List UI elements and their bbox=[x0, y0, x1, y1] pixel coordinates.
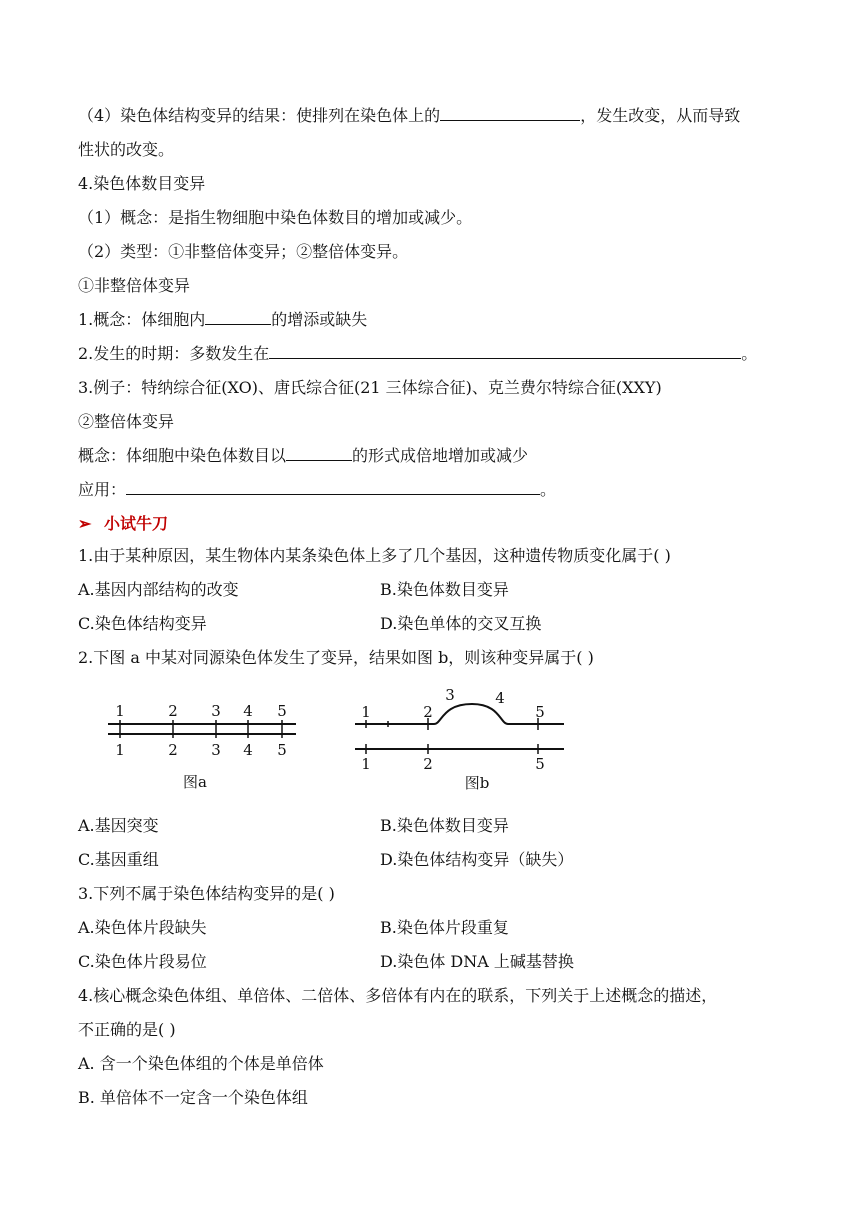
locus-label: 5 bbox=[535, 755, 545, 773]
locus-label: 4 bbox=[243, 741, 253, 759]
text: （1）概念：是指生物细胞中染色体数目的增加或减少。 bbox=[78, 208, 473, 227]
option-text: C.基因重组 bbox=[78, 850, 159, 869]
subheading-text: ②整倍体变异 bbox=[78, 412, 175, 431]
chromosome-top-with-loop bbox=[355, 704, 564, 724]
locus-label: 2 bbox=[423, 755, 433, 773]
fill-blank[interactable] bbox=[205, 310, 271, 325]
question-text: 不正确的是( ) bbox=[78, 1020, 176, 1039]
fill-blank[interactable] bbox=[440, 106, 580, 121]
option-b[interactable] bbox=[380, 918, 509, 938]
option-text: C.染色体结构变异 bbox=[78, 614, 207, 633]
text-line bbox=[78, 446, 528, 466]
figure-caption: 图a bbox=[183, 773, 207, 791]
question-3 bbox=[78, 884, 335, 904]
text-line bbox=[78, 480, 556, 500]
question-1 bbox=[78, 546, 671, 566]
option-text: A.染色体片段缺失 bbox=[78, 918, 207, 937]
option-text: A.基因内部结构的改变 bbox=[78, 580, 239, 599]
section-title-text: 小试牛刀 bbox=[104, 514, 169, 533]
text: 的增添或缺失 bbox=[271, 310, 368, 329]
option-text: B.染色体数目变异 bbox=[380, 816, 509, 835]
question-text: 2.下图 a 中某对同源染色体发生了变异，结果如图 b，则该种变异属于( ) bbox=[78, 648, 594, 667]
option-b[interactable] bbox=[380, 816, 509, 836]
option-text: D.染色体结构变异（缺失） bbox=[380, 850, 574, 869]
option-text: B.染色体数目变异 bbox=[380, 580, 509, 599]
option-d[interactable] bbox=[380, 850, 573, 870]
text: 。 bbox=[741, 344, 758, 363]
option-a[interactable] bbox=[78, 918, 207, 938]
locus-label: 1 bbox=[115, 702, 125, 720]
option-text: A.基因突变 bbox=[78, 816, 159, 835]
question-2 bbox=[78, 648, 594, 668]
option-c[interactable] bbox=[78, 952, 207, 972]
locus-label: 2 bbox=[423, 703, 433, 721]
question-text: 4.核心概念染色体组、单倍体、二倍体、多倍体有内在的联系，下列关于上述概念的描述， bbox=[78, 986, 718, 1005]
figure-b bbox=[350, 682, 570, 800]
option-text: C.染色体片段易位 bbox=[78, 952, 207, 971]
text-line bbox=[78, 140, 174, 160]
text-line bbox=[78, 242, 408, 262]
text-line-p4 bbox=[78, 106, 740, 126]
fill-blank[interactable] bbox=[269, 344, 741, 359]
option-text: A. 含一个染色体组的个体是单倍体 bbox=[78, 1054, 324, 1073]
locus-label: 4 bbox=[495, 689, 505, 707]
locus-label: 1 bbox=[115, 741, 125, 759]
text-line bbox=[78, 310, 367, 330]
heading-text: 4.染色体数目变异 bbox=[78, 174, 206, 193]
text: （4）染色体结构变异的结果：使排列在染色体上的 bbox=[78, 106, 441, 125]
text: 。 bbox=[540, 480, 557, 499]
question-4 bbox=[78, 986, 717, 1006]
arrow-bullet-icon: ➢ bbox=[78, 514, 92, 533]
option-text: D.染色单体的交叉互换 bbox=[380, 614, 542, 633]
section-title bbox=[78, 514, 168, 534]
locus-label: 5 bbox=[277, 702, 287, 720]
option-a[interactable] bbox=[78, 816, 159, 836]
locus-label: 3 bbox=[211, 702, 221, 720]
option-c[interactable] bbox=[78, 614, 207, 634]
locus-label: 4 bbox=[243, 702, 253, 720]
locus-label: 2 bbox=[168, 741, 178, 759]
subheading bbox=[78, 412, 174, 432]
option-b[interactable] bbox=[78, 1088, 308, 1108]
option-b[interactable] bbox=[380, 580, 509, 600]
text: 性状的改变。 bbox=[78, 140, 175, 159]
option-a[interactable] bbox=[78, 580, 239, 600]
option-d[interactable] bbox=[380, 952, 574, 972]
text: 应用： bbox=[78, 480, 127, 499]
text: 概念：体细胞中染色体数目以 bbox=[78, 446, 287, 465]
fill-blank[interactable] bbox=[126, 480, 540, 495]
text-line bbox=[78, 208, 472, 228]
figure-caption: 图b bbox=[464, 774, 490, 792]
fill-blank[interactable] bbox=[286, 446, 352, 461]
question-text: 3.下列不属于染色体结构变异的是( ) bbox=[78, 884, 335, 903]
figure-a bbox=[100, 695, 310, 800]
text: ，发生改变，从而导致 bbox=[580, 106, 741, 125]
text: 1.概念：体细胞内 bbox=[78, 310, 206, 329]
question-text: 1.由于某种原因，某生物体内某条染色体上多了几个基因，这种遗传物质变化属于( ) bbox=[78, 546, 671, 565]
locus-label: 3 bbox=[211, 741, 221, 759]
text: 3.例子：特纳综合征(XO)、唐氏综合征(21 三体综合征)、克兰费尔特综合征(XXY) bbox=[78, 378, 662, 397]
text: 的形式成倍地增加或减少 bbox=[352, 446, 529, 465]
option-text: D.染色体 DNA 上碱基替换 bbox=[380, 952, 574, 971]
locus-label: 5 bbox=[535, 703, 545, 721]
locus-label: 5 bbox=[277, 741, 287, 759]
text: （2）类型：①非整倍体变异；②整倍体变异。 bbox=[78, 242, 409, 261]
option-a[interactable] bbox=[78, 1054, 324, 1074]
subheading bbox=[78, 276, 190, 296]
heading bbox=[78, 174, 205, 194]
option-text: B.染色体片段重复 bbox=[380, 918, 509, 937]
locus-label: 2 bbox=[168, 702, 178, 720]
locus-label: 1 bbox=[361, 703, 371, 721]
question-4-cont bbox=[78, 1020, 176, 1040]
text: 2.发生的时期：多数发生在 bbox=[78, 344, 270, 363]
locus-label: 1 bbox=[361, 755, 371, 773]
option-text: B. 单倍体不一定含一个染色体组 bbox=[78, 1088, 308, 1107]
locus-label: 3 bbox=[445, 686, 455, 704]
subheading-text: ①非整倍体变异 bbox=[78, 276, 191, 295]
option-d[interactable] bbox=[380, 614, 541, 634]
option-c[interactable] bbox=[78, 850, 159, 870]
text-line bbox=[78, 344, 757, 364]
text-line bbox=[78, 378, 662, 398]
